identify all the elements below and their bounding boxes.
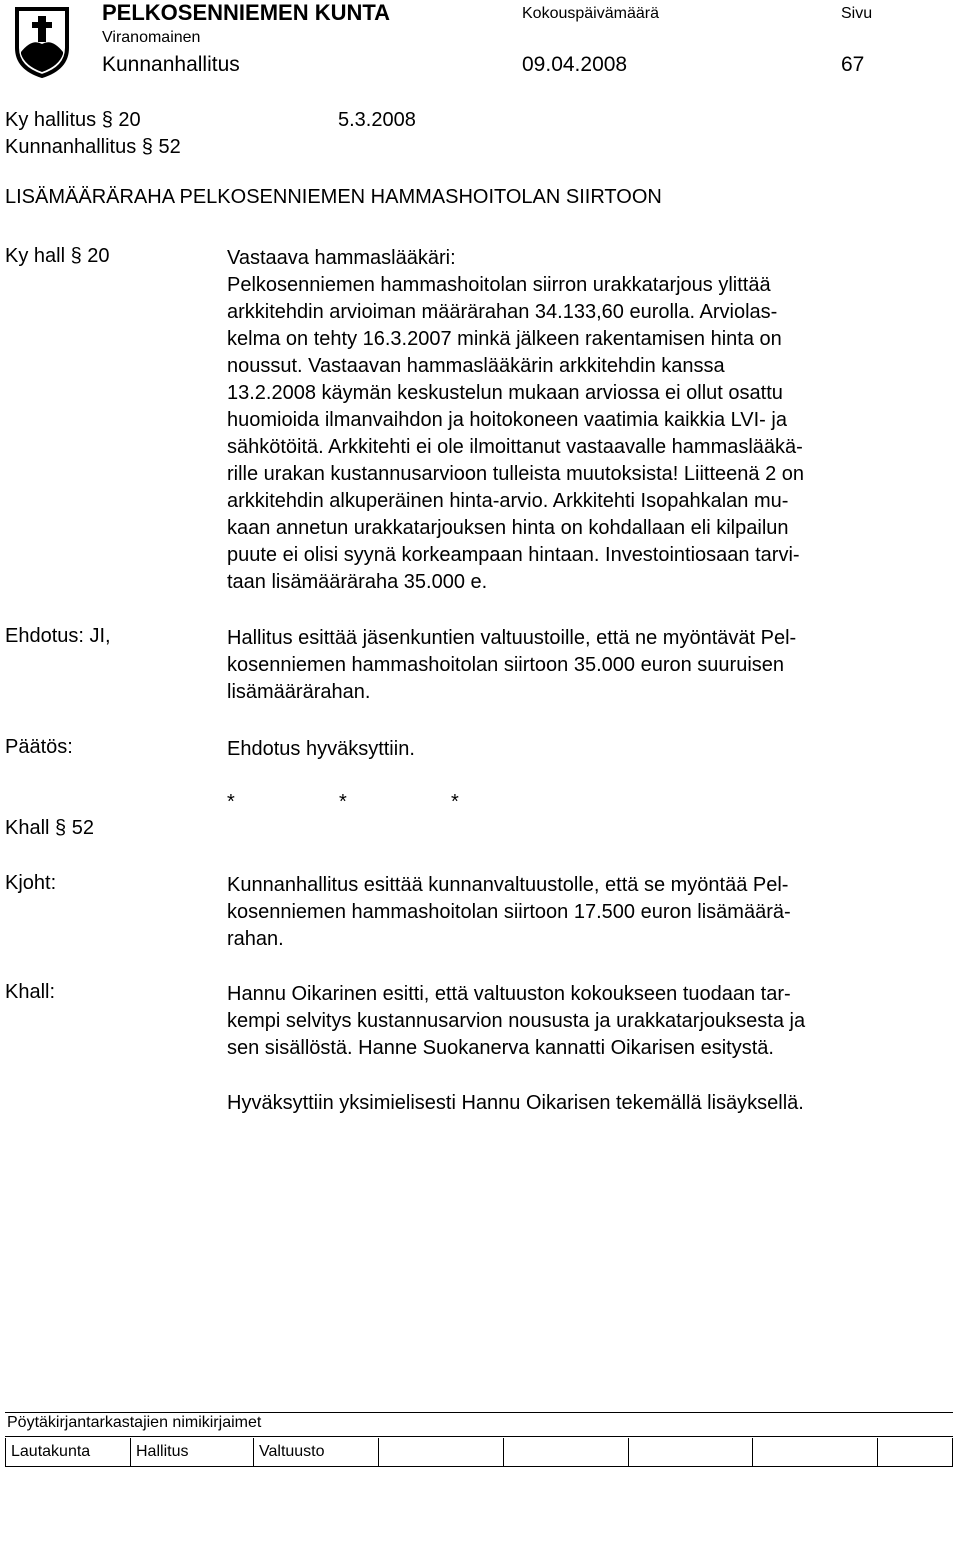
khall-body bbox=[227, 981, 927, 1062]
separator-star: * bbox=[339, 791, 347, 813]
text-line: kosenniemen hammashoitolan siirtoon 35.000 euron suuruisen bbox=[227, 654, 785, 676]
kjoht-body bbox=[227, 872, 927, 953]
reference-date: 5.3.2008 bbox=[338, 109, 416, 131]
footer-cell-empty bbox=[503, 1438, 624, 1466]
municipality-coat-of-arms-logo bbox=[14, 6, 70, 78]
section-label-khall: Khall § 52 bbox=[5, 817, 94, 839]
khall-label: Khall: bbox=[5, 981, 56, 1003]
municipality-name: PELKOSENNIEMEN KUNTA bbox=[102, 0, 391, 25]
page-number-label: Sivu bbox=[841, 5, 873, 22]
separator-star: * bbox=[451, 791, 459, 813]
footer-middle-rule bbox=[5, 1436, 953, 1437]
text-line: arkkitehdin arvioiman määrärahan 34.133,60 eurolla. Arviolas- bbox=[227, 301, 778, 323]
footer-cell-valtuusto: Valtuusto bbox=[253, 1438, 379, 1466]
footer-cell-lautakunta: Lautakunta bbox=[5, 1438, 133, 1466]
decision-label: Päätös: bbox=[5, 736, 73, 758]
kjoht-label: Kjoht: bbox=[5, 872, 57, 894]
meeting-date-label: Kokouspäivämäärä bbox=[522, 5, 659, 22]
authority-name: Kunnanhallitus bbox=[102, 53, 240, 76]
footer-cell-empty bbox=[628, 1438, 749, 1466]
text-line: kelma on tehty 16.3.2007 minkä jälkeen rakentamisen hinta on bbox=[227, 328, 782, 350]
text-line: huomioida ilmanvaihdon ja hoitokoneen vaatimia kaikkia LVI- ja bbox=[227, 409, 787, 431]
reference-kunnanhallitus: Kunnanhallitus § 52 bbox=[5, 136, 181, 158]
text-line: Hannu Oikarinen esitti, että valtuuston kokoukseen tuodaan tar- bbox=[227, 983, 791, 1005]
page-number: 67 bbox=[841, 53, 865, 76]
meeting-date: 09.04.2008 bbox=[522, 53, 628, 76]
reference-ky-hallitus: Ky hallitus § 20 bbox=[5, 109, 141, 131]
text-line: kaan annetun urakkatarjouksen hinta on kohdallaan eli kilpailun bbox=[227, 517, 789, 539]
approval-text: Hyväksyttiin yksimielisesti Hannu Oikarisen tekemällä lisäyksellä. bbox=[227, 1092, 804, 1114]
text-line: rahan. bbox=[227, 928, 284, 950]
text-line: puute ei olisi syynä korkeampaan hintaan. Investointiosaan tarvi- bbox=[227, 544, 800, 566]
authority-label: Viranomainen bbox=[102, 29, 201, 46]
text-line: arkkitehdin alkuperäinen hinta-arvio. Arkkitehti Isopahkalan mu- bbox=[227, 490, 789, 512]
text-line: taan lisämääräraha 35.000 e. bbox=[227, 571, 488, 593]
footer-cell-empty bbox=[378, 1438, 499, 1466]
text-line: noussut. Vastaavan hammaslääkärin arkkitehdin kanssa bbox=[227, 355, 725, 377]
footer-cell-empty bbox=[877, 1438, 953, 1466]
text-line: rille urakan kustannusarvioon tulleista muutoksista! Liitteenä 2 on bbox=[227, 463, 804, 485]
document-title: LISÄMÄÄRÄRAHA PELKOSENNIEMEN HAMMASHOITOLAN SIIRTOON bbox=[5, 186, 662, 208]
section-body-ky-hall bbox=[227, 245, 927, 596]
proposal-label: Ehdotus: JI, bbox=[5, 625, 111, 647]
text-line: sen sisällöstä. Hanne Suokanerva kannatti Oikarisen esitystä. bbox=[227, 1037, 774, 1059]
separator-star: * bbox=[227, 791, 235, 813]
text-line: Kunnanhallitus esittää kunnanvaltuustolle, että se myöntää Pel- bbox=[227, 874, 789, 896]
footer-top-rule bbox=[5, 1412, 953, 1413]
text-line: sähkötöitä. Arkkitehti ei ole ilmoittanut vastaavalle hammaslääkä- bbox=[227, 436, 803, 458]
footer-cell-hallitus: Hallitus bbox=[130, 1438, 254, 1466]
text-line: kosenniemen hammashoitolan siirtoon 17.500 euron lisämäärä- bbox=[227, 901, 791, 923]
text-line: Vastaava hammaslääkäri: bbox=[227, 247, 456, 269]
footer-bottom-rule bbox=[5, 1466, 953, 1467]
text-line: lisämäärärahan. bbox=[227, 681, 371, 703]
proposal-body bbox=[227, 625, 927, 706]
text-line: Pelkosenniemen hammashoitolan siirron urakkatarjous ylittää bbox=[227, 274, 771, 296]
footer-caption: Pöytäkirjantarkastajien nimikirjaimet bbox=[7, 1414, 262, 1431]
decision-body: Ehdotus hyväksyttiin. bbox=[227, 738, 415, 760]
text-line: kempi selvitys kustannusarvion noususta ja urakkatarjouksesta ja bbox=[227, 1010, 806, 1032]
footer-cell-empty bbox=[752, 1438, 873, 1466]
section-label-ky-hall: Ky hall § 20 bbox=[5, 245, 110, 267]
text-line: 13.2.2008 käymän keskustelun mukaan arviossa ei ollut osattu bbox=[227, 382, 783, 404]
text-line: Hallitus esittää jäsenkuntien valtuustoille, että ne myöntävät Pel- bbox=[227, 627, 797, 649]
